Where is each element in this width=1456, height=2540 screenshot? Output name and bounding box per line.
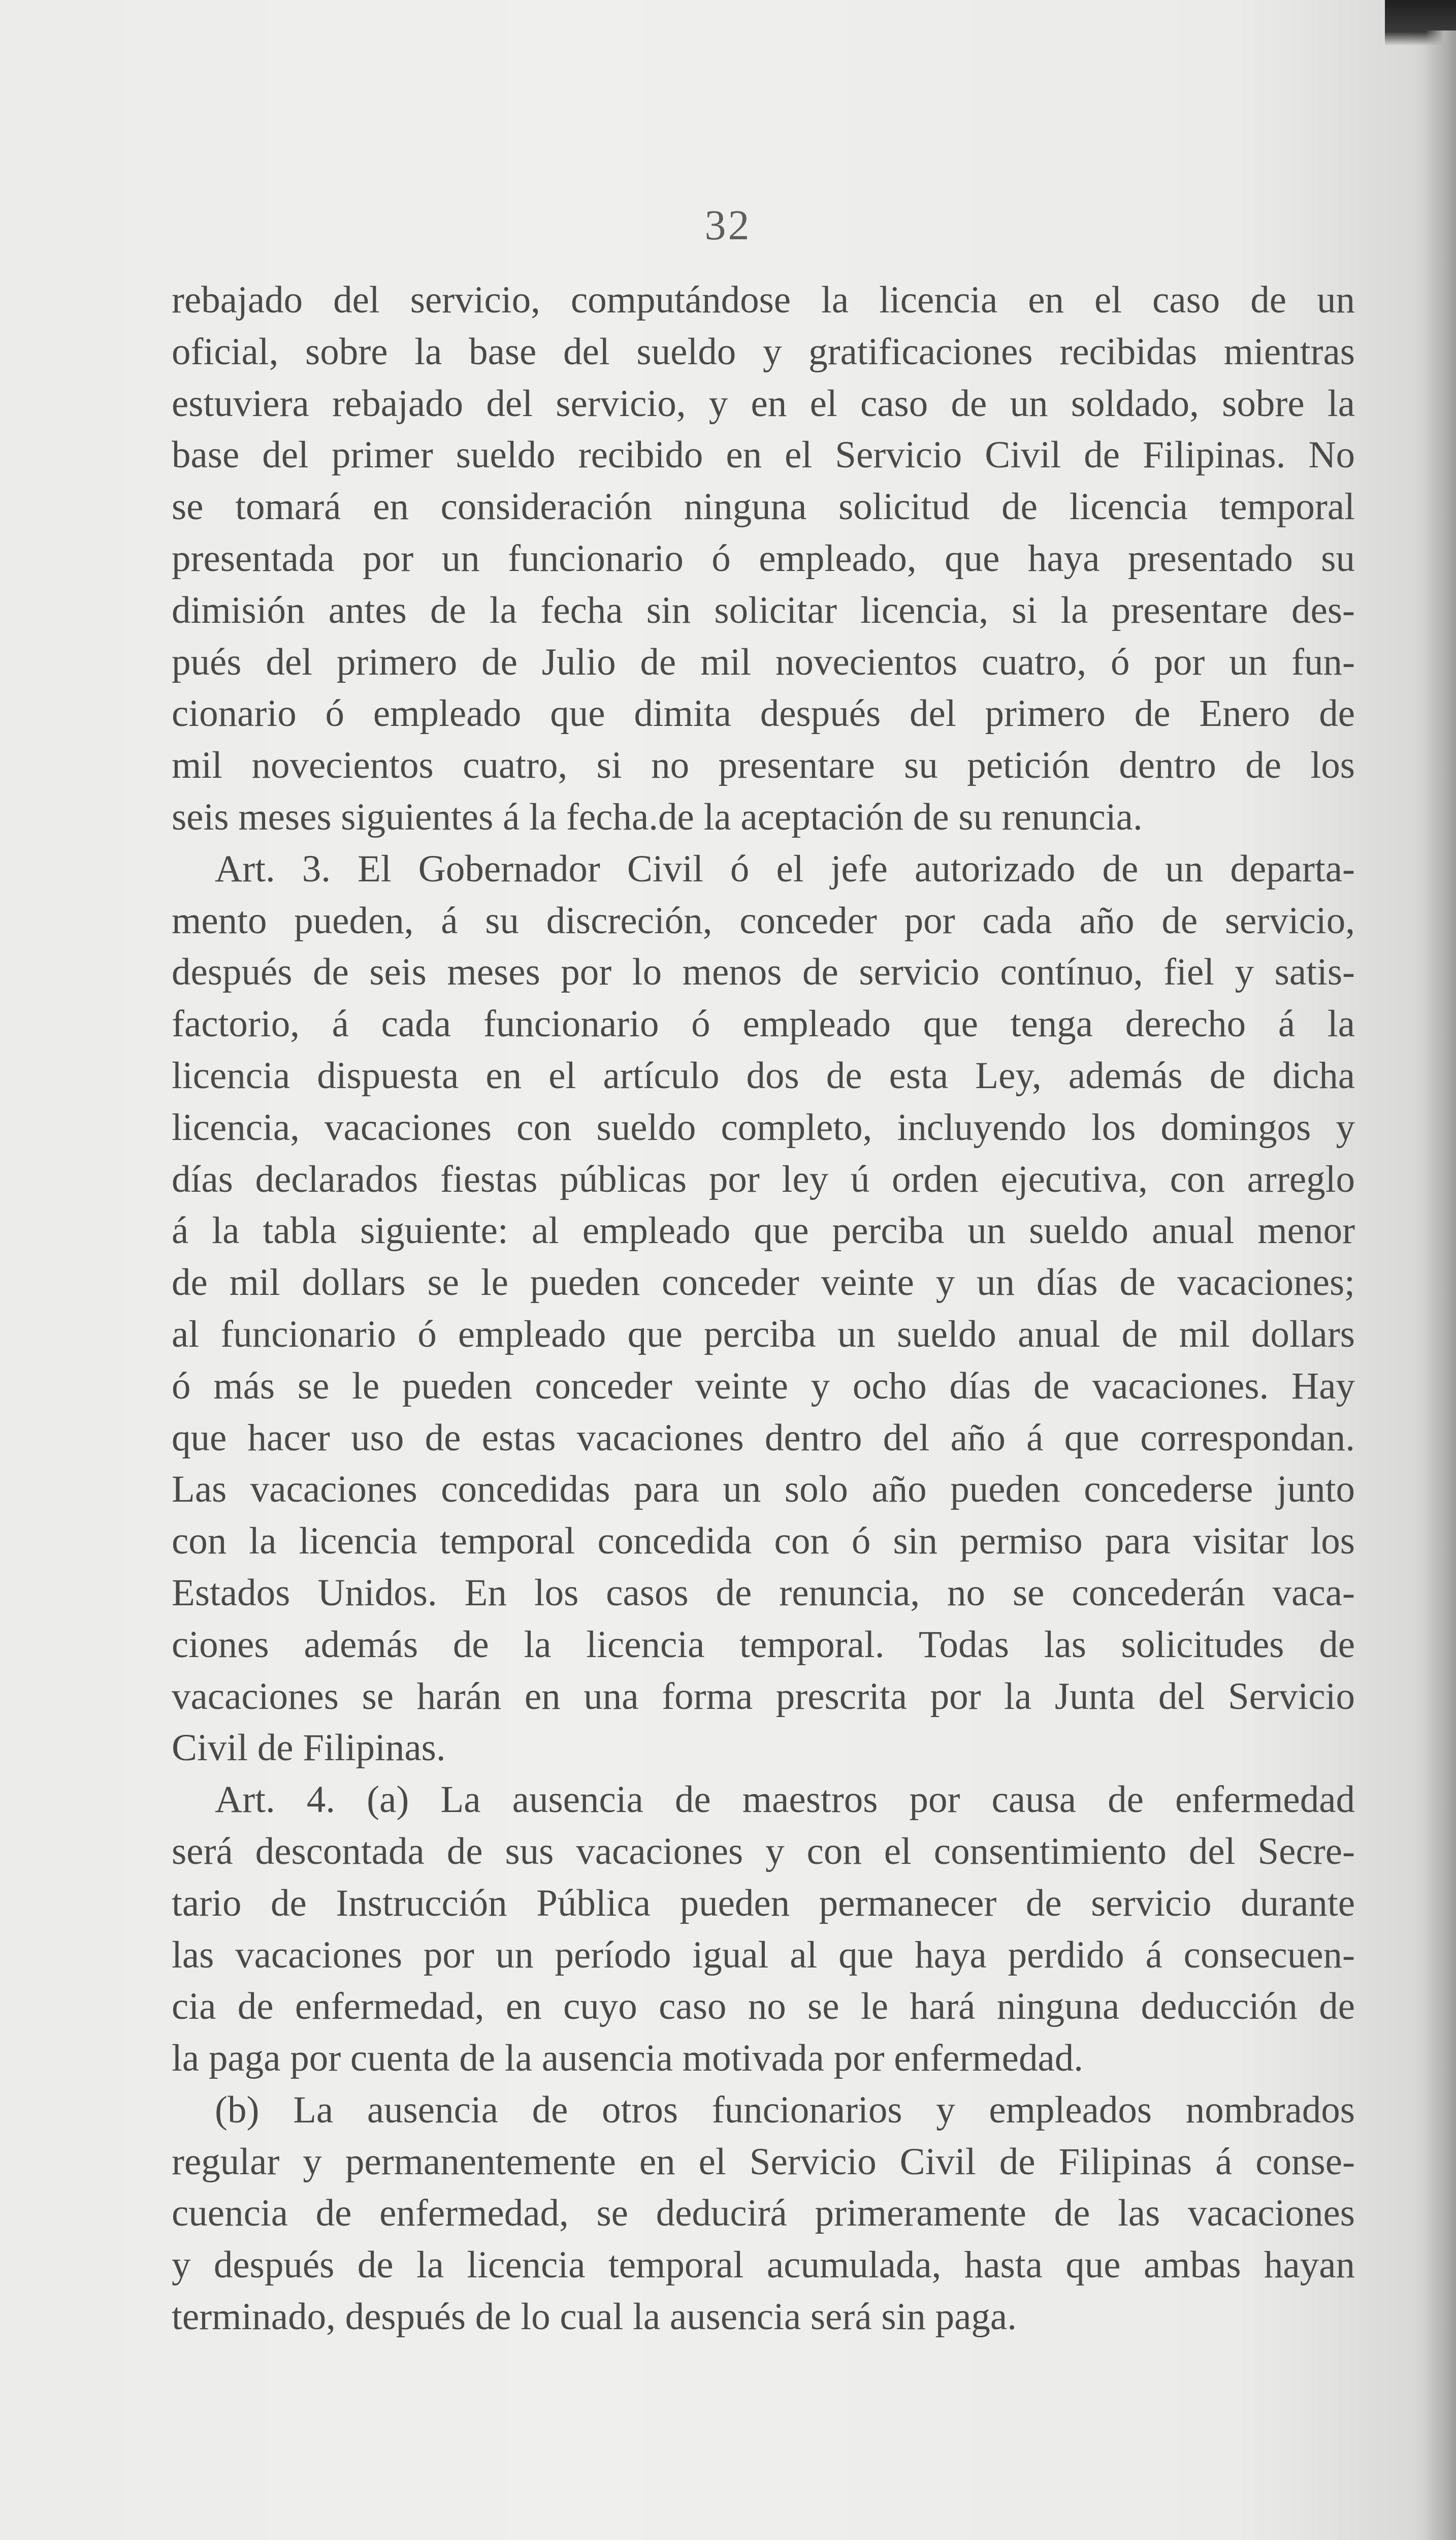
text-line: Art. 3. El Gobernador Civil ó el jefe autorizado de un departa- <box>215 847 1355 890</box>
text-line: Las vacaciones concedidas para un solo año pueden concederse junto <box>172 1468 1355 1511</box>
text-line: cionario ó empleado que dimita después del primero de Enero de <box>172 692 1355 735</box>
text-line: después de seis meses por lo menos de servicio contínuo, fiel y satis- <box>172 951 1355 994</box>
text-line: Estados Unidos. En los casos de renuncia, no se concederán vaca- <box>172 1571 1355 1614</box>
text-line: la paga por cuenta de la ausencia motivada por enfermedad. <box>172 2037 1083 2080</box>
text-line: con la licencia temporal concedida con ó sin permiso para visitar los <box>172 1520 1355 1563</box>
text-line: rebajado del servicio, computándose la licencia en el caso de un <box>172 279 1355 321</box>
text-line: que hacer uso de estas vacaciones dentro del año á que correspondan. <box>172 1416 1355 1459</box>
text-line: y después de la licencia temporal acumulada, hasta que ambas hayan <box>172 2244 1355 2287</box>
text-line: se tomará en consideración ninguna solicitud de licencia temporal <box>172 486 1355 528</box>
text-line: á la tabla siguiente: al empleado que perciba un sueldo anual menor <box>172 1210 1355 1252</box>
text-line: estuviera rebajado del servicio, y en el caso de un soldado, sobre la <box>172 382 1355 425</box>
text-line: seis meses siguientes á la fecha.de la aceptación de su renuncia. <box>172 796 1143 838</box>
text-line: vacaciones se harán en una forma prescrita por la Junta del Servicio <box>172 1675 1355 1718</box>
text-line: dimisión antes de la fecha sin solicitar licencia, si la presentare des- <box>172 589 1355 631</box>
text-line: regular y permanentemente en el Servicio Civil de Filipinas á conse- <box>172 2140 1355 2183</box>
text-line: factorio, á cada funcionario ó empleado que tenga derecho á la <box>172 1003 1355 1045</box>
text-line: mento pueden, á su discreción, conceder por cada año de servicio, <box>172 899 1355 942</box>
text-line: las vacaciones por un período igual al que haya perdido á consecuen- <box>172 1933 1355 1976</box>
text-line: al funcionario ó empleado que perciba un sueldo anual de mil dollars <box>172 1313 1355 1355</box>
text-line: licencia dispuesta en el artículo dos de esta Ley, además de dicha <box>172 1054 1355 1097</box>
text-line: cuencia de enfermedad, se deducirá primeramente de las vacaciones <box>172 2192 1355 2235</box>
text-line: será descontada de sus vacaciones y con el consentimiento del Secre- <box>172 1830 1355 1872</box>
body-text <box>172 274 1355 2343</box>
page-number: 32 <box>704 202 752 249</box>
scan-shadow-right <box>1426 30 1456 2540</box>
text-line: cia de enfermedad, en cuyo caso no se le hará ninguna deducción de <box>172 1985 1355 2028</box>
text-line: base del primer sueldo recibido en el Servicio Civil de Filipinas. No <box>172 434 1355 477</box>
text-line: de mil dollars se le pueden conceder veinte y un días de vacaciones; <box>172 1261 1355 1304</box>
text-line: presentada por un funcionario ó empleado, que haya presentado su <box>172 537 1355 580</box>
text-line: ó más se le pueden conceder veinte y ocho días de vacaciones. Hay <box>172 1364 1355 1407</box>
text-line: Art. 4. (a) La ausencia de maestros por causa de enfermedad <box>215 1779 1355 1821</box>
text-line: días declarados fiestas públicas por ley ú orden ejecutiva, con arreglo <box>172 1158 1355 1200</box>
text-line: terminado, después de lo cual la ausencia será sin paga. <box>172 2296 1017 2338</box>
text-line: mil novecientos cuatro, si no presentare su petición dentro de los <box>172 744 1355 787</box>
text-line: oficial, sobre la base del sueldo y gratificaciones recibidas mientras <box>172 330 1355 373</box>
text-line: (b) La ausencia de otros funcionarios y empleados nombrados <box>215 2088 1355 2131</box>
text-line: Civil de Filipinas. <box>172 1727 446 1769</box>
text-line: pués del primero de Julio de mil novecientos cuatro, ó por un fun- <box>172 641 1355 683</box>
text-line: tario de Instrucción Pública pueden permanecer de servicio durante <box>172 1882 1355 1924</box>
text-line: ciones además de la licencia temporal. Todas las solicitudes de <box>172 1623 1355 1666</box>
text-line: licencia, vacaciones con sueldo completo, incluyendo los domingos y <box>172 1106 1355 1149</box>
